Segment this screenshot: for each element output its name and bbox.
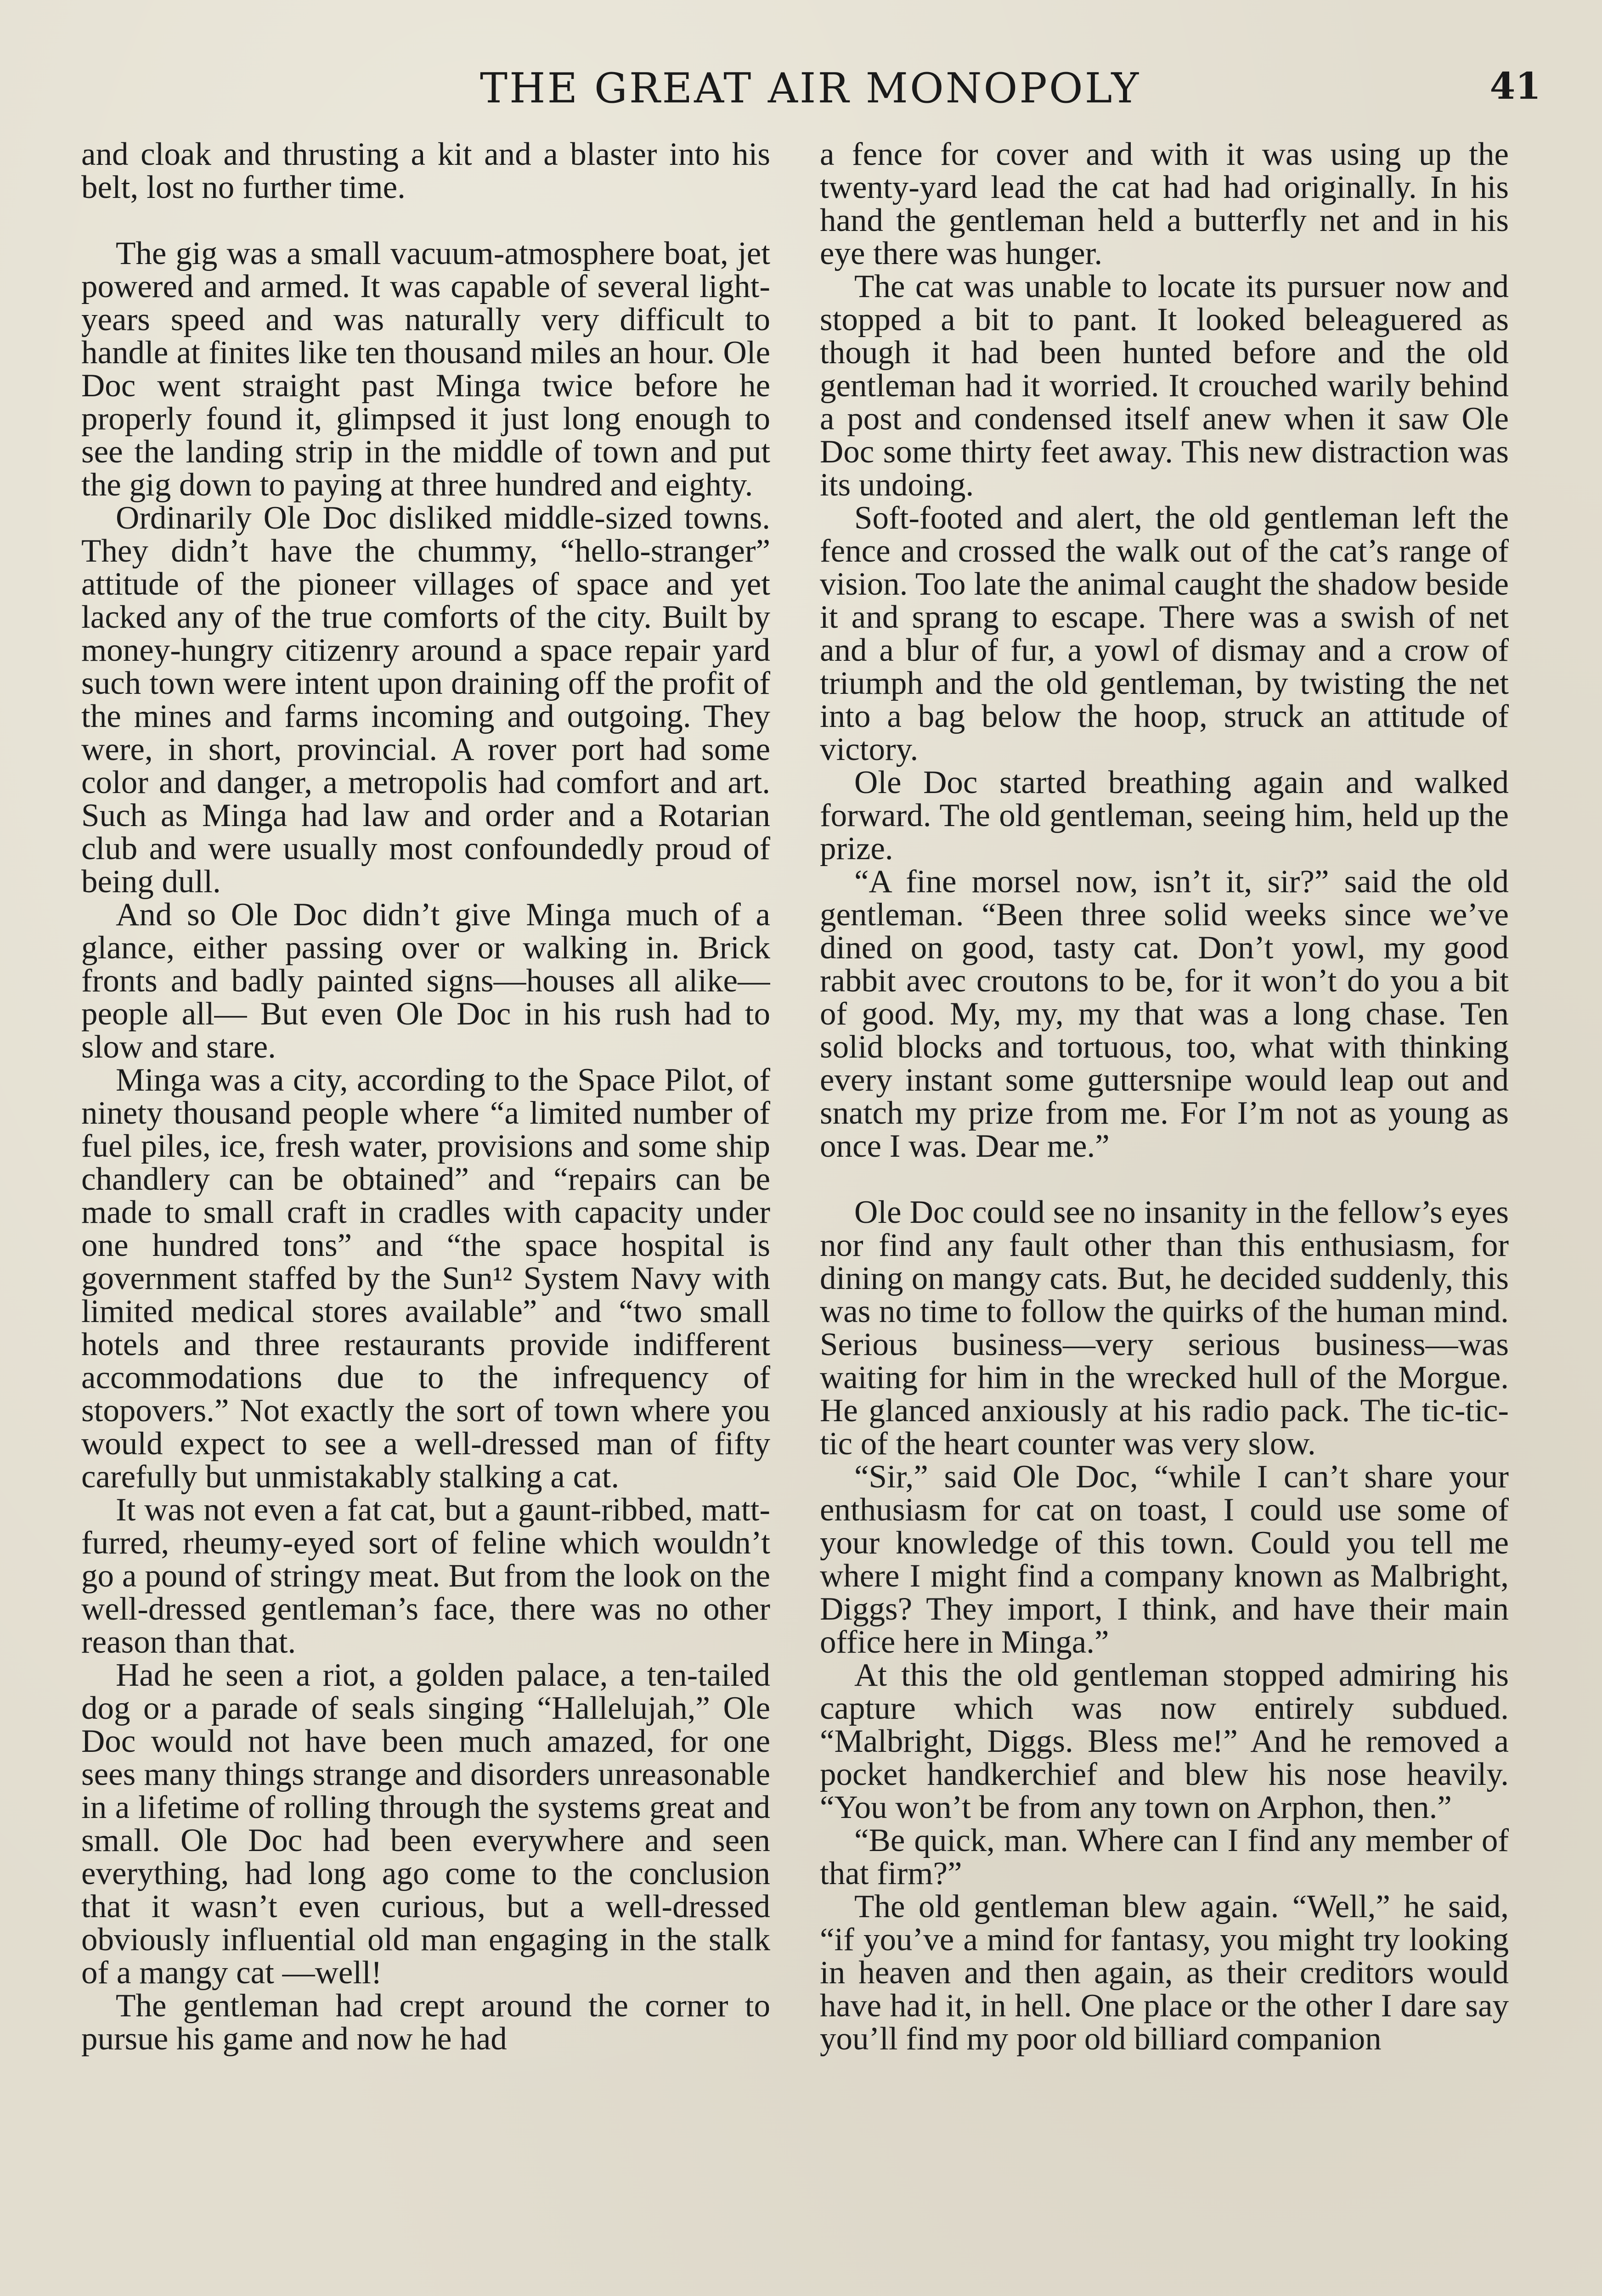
page-number: 41 xyxy=(1489,64,1541,107)
paragraph: And so Ole Doc didn’t give Minga much of a glance, either passing over or walking in. Brick fronts and badly painted signs—houses all alike—people all— But even Ole Doc in his rush had to slow and stare. xyxy=(81,897,770,1065)
paragraph: The gig was a small vacuum-atmosphere boat, jet powered and armed. It was capable of several light-years speed and was naturally very difficult to handle at finites like ten thousand miles an hour. Ole Doc went straight past Minga twice before he properly found it, glimpsed it just long enough to see the landing strip in the middle of town and put the gig down to paying at three hundred and eighty. xyxy=(81,236,770,503)
paragraph: Had he seen a riot, a golden palace, a ten-tailed dog or a parade of seals singing “Hallelujah,” Ole Doc would not have been much amazed, for one sees many things strange and disorders unreasonable in a lifetime of rolling through the systems great and small. Ole Doc had been everywhere and seen everything, had long ago come to the conclusion that it wasn’t even curious, but a well-dressed obviously influential old man engaging in the stalk of a mangy cat —well! xyxy=(81,1657,770,1991)
paragraph: Ole Doc could see no insanity in the fellow’s eyes nor find any fault other than this enthusiasm, for dining on mangy cats. But, he decided suddenly, this was no time to follow the quirks of the human mind. Serious business—very serious business—was waiting for him in the wrecked hull of the Morgue. He glanced anxiously at his radio pack. The tic-tic-tic of the heart counter was very slow. xyxy=(820,1194,1509,1462)
paragraph: The old gentleman blew again. “Well,” he said, “if you’ve a mind for fantasy, you might try looking in heaven and then again, as their creditors would have had it, in hell. One place or the other I dare say you’ll find my poor old billiard companion xyxy=(820,1889,1509,2057)
paragraph: a fence for cover and with it was using up the twenty-yard lead the cat had had originally. In his hand the gentleman held a butterfly net and in his eye there was hunger. xyxy=(820,138,1509,271)
left-text-column xyxy=(81,138,770,2296)
paragraph: and cloak and thrusting a kit and a blaster into his belt, lost no further time. xyxy=(81,138,770,205)
paragraph: The gentleman had crept around the corner to pursue his game and now he had xyxy=(81,1988,770,2057)
paragraph: Ordinarily Ole Doc disliked middle-sized towns. They didn’t have the chummy, “hello-stranger” attitude of the pioneer villages of space and yet lacked any of the true comforts of the city. Built by money-hungry citizenry around a space repair yard such town were intent upon draining off the profit of the mines and farms incoming and outgoing. They were, in short, provincial. A rover port had some color and danger, a metropolis had comfort and art. Such as Minga had law and order and a Rotarian club and were usually most confoundedly proud of being dull. xyxy=(81,500,770,900)
paragraph: “A fine morsel now, isn’t it, sir?” said the old gentleman. “Been three solid weeks since we’ve dined on good, tasty cat. Don’t yowl, my good rabbit avec croutons to be, for it won’t do you a bit of good. My, my, my that was a long chase. Ten solid blocks and tortuous, too, what with thinking every instant some guttersnipe would leap out and snatch my prize from me. For I’m not as young as once I was. Dear me.” xyxy=(820,864,1509,1164)
right-text-column xyxy=(820,138,1509,2296)
paragraph: Ole Doc started breathing again and walked forward. The old gentleman, seeing him, held up the prize. xyxy=(820,765,1509,867)
paragraph: It was not even a fat cat, but a gaunt-ribbed, matt-furred, rheumy-eyed sort of feline which wouldn’t go a pound of stringy meat. But from the look on the well-dressed gentleman’s face, there was no other reason than that. xyxy=(81,1492,770,1660)
paragraph: “Be quick, man. Where can I find any member of that firm?” xyxy=(820,1823,1509,1891)
page-header xyxy=(80,51,1541,129)
paragraph: “Sir,” said Ole Doc, “while I can’t share your enthusiasm for cat on toast, I could use some of your knowledge of this town. Could you tell me where I might find a company known as Malbright, Diggs? They import, I think, and have their main office here in Minga.” xyxy=(820,1459,1509,1660)
paragraph: At this the old gentleman stopped admiring his capture which was now entirely subdued. “Malbright, Diggs. Bless me!” And he removed a pocket handkerchief and blew his nose heavily. “You won’t be from any town on Arphon, then.” xyxy=(820,1657,1509,1825)
paragraph: Minga was a city, according to the Space Pilot, of ninety thousand people where “a limited number of fuel piles, ice, fresh water, provisions and some ship chandlery can be obtained” and “repairs can be made to small craft in cradles with capacity under one hundred tons” and “the space hospital is government staffed by the Sun¹² System Navy with limited medical stores available” and “two small hotels and three restaurants provide indifferent accommodations due to the infrequency of stopovers.” Not exactly the sort of town where you would expect to see a well-dressed man of fifty carefully but unmistakably stalking a cat. xyxy=(81,1062,770,1495)
paragraph: Soft-footed and alert, the old gentleman left the fence and crossed the walk out of the cat’s range of vision. Too late the animal caught the shadow beside it and sprang to escape. There was a swish of net and a blur of fur, a yowl of dismay and a crow of triumph and the old gentleman, by twisting the net into a bag below the hoop, struck an attitude of victory. xyxy=(820,500,1509,767)
running-title: THE GREAT AIR MONOPOLY xyxy=(480,64,1141,113)
paragraph: The cat was unable to locate its pursuer now and stopped a bit to pant. It looked beleaguered as though it had been hunted before and the old gentleman had it worried. It crouched warily behind a post and condensed itself anew when it saw Ole Doc some thirty feet away. This new distraction was its undoing. xyxy=(820,269,1509,503)
